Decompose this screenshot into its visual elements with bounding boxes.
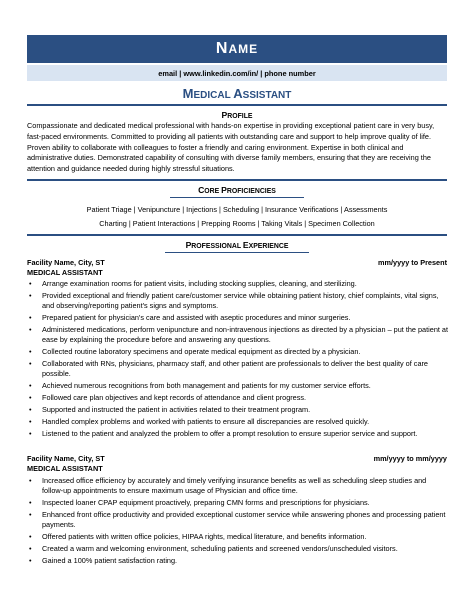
job-header [27, 258, 447, 277]
bullet-icon: • [29, 313, 32, 322]
name-rest: AME [228, 42, 259, 56]
list-item [27, 498, 449, 508]
list-item [27, 417, 449, 427]
bullet-text: Inspected loaner CPAP equipment proactively, preparing CMN forms and prescriptions for physicians. [42, 498, 370, 507]
bullet-icon: • [29, 393, 32, 402]
job-bullets [27, 476, 449, 568]
profile-text: Compassionate and dedicated medical professional with hands-on expertise in providing exceptional patient care in very busy, fast-paced environments. Committed to providing all patients with outstanding care and support to help improve quality of life. Proven ability to collaborate with colleagues to foster a friendly and caring environment. Expertise in both clinical and administrative duties. Demonstrated capability of consulting with diverse family members, ensuring that they are receiving the attention and guidance needed during highly stressful situations. [27, 121, 435, 174]
heading-underline [170, 197, 304, 198]
bullet-icon: • [29, 544, 32, 553]
bullet-icon: • [29, 556, 32, 565]
bullet-text: Followed care plan objectives and kept records of attendance and client progress. [42, 393, 307, 402]
bullet-text: Collected routine laboratory specimens and operate medical equipment as directed by a physician. [42, 347, 361, 356]
name-banner [27, 35, 447, 63]
title-cap: M [182, 86, 194, 101]
list-item [27, 325, 449, 345]
job-title: MEDICAL ASSISTANT [27, 463, 103, 473]
list-item [27, 405, 449, 415]
heading-cap: E [242, 240, 249, 250]
bullet-icon: • [29, 476, 32, 485]
contact-line: email | www.linkedin.com/in/ | phone number [27, 65, 447, 81]
bullet-text: Prepared patient for physician's care and assisted with aseptic procedures and minor surgeries. [42, 313, 351, 322]
bullet-text: Enhanced front office productivity and provided exceptional customer service while answering phones and processing patient payments. [42, 510, 446, 529]
divider [27, 104, 447, 106]
bullet-text: Supported and instructed the patient in activities related to their treatment program. [42, 405, 311, 414]
job-dates: mm/yyyy to mm/yyyy [373, 454, 447, 463]
bullet-icon: • [29, 510, 32, 519]
bullet-text: Achieved numerous recognitions from both management and patients for my customer service efforts. [42, 381, 371, 390]
page-title [0, 86, 474, 101]
bullet-icon: • [29, 381, 32, 390]
bullet-icon: • [29, 498, 32, 507]
list-item [27, 476, 449, 496]
list-item [27, 393, 449, 403]
heading-cap: P [221, 185, 227, 195]
bullet-icon: • [29, 532, 32, 541]
divider [27, 234, 447, 236]
facility-name: Facility Name, City, ST [27, 258, 105, 267]
title-smallcaps: EDICAL [193, 90, 234, 101]
list-item [27, 544, 449, 554]
skills-line-1: Patient Triage | Venipuncture | Injections | Scheduling | Insurance Verifications | Assessments [86, 205, 388, 214]
list-item [27, 359, 449, 379]
list-item [27, 556, 449, 566]
bullet-icon: • [29, 405, 32, 414]
heading-cap: P [185, 240, 192, 250]
heading-smallcaps: XPERIENCE [248, 243, 289, 250]
list-item [27, 429, 449, 439]
bullet-text: Listened to the patient and analyzed the problem to offer a prompt resolution to ensure superior service and support. [42, 429, 418, 438]
proficiencies-heading [0, 185, 474, 195]
list-item [27, 510, 449, 530]
job-header [27, 454, 447, 473]
bullet-text: Offered patients with written office policies, HIPAA rights, medical literature, and benefits information. [42, 532, 367, 541]
skills-line-2: Charting | Patient Interactions | Prepping Rooms | Taking Vitals | Specimen Collection [99, 219, 375, 228]
bullet-icon: • [29, 347, 32, 356]
heading-cap: C [198, 185, 205, 195]
facility-name: Facility Name, City, ST [27, 454, 105, 463]
divider [27, 179, 447, 181]
bullet-icon: • [29, 417, 32, 426]
job-bullets [27, 279, 449, 441]
heading-underline [165, 252, 309, 253]
list-item [27, 532, 449, 542]
list-item [27, 347, 449, 357]
heading-cap: P [221, 110, 228, 120]
bullet-text: Created a warm and welcoming environment, scheduling patients and screened vendors/unscheduled visitors. [42, 544, 398, 553]
name-initial: N [215, 40, 229, 57]
bullet-text: Collaborated with RNs, physicians, pharmacy staff, and other patient are professionals to deliver the best quality of care possible. [42, 359, 428, 378]
profile-heading [0, 110, 474, 120]
list-item [27, 291, 449, 311]
list-item [27, 279, 449, 289]
bullet-text: Handled complex problems and worked with patients to ensure all discrepancies are resolved quickly. [42, 417, 370, 426]
list-item [27, 313, 449, 323]
bullet-icon: • [29, 325, 32, 334]
job-title: MEDICAL ASSISTANT [27, 267, 103, 277]
heading-smallcaps: ORE [204, 188, 222, 195]
bullet-icon: • [29, 429, 32, 438]
bullet-text: Administered medications, perform venipuncture and non-intravenous injections as directed by a physician – put the patient at ease by explaining the procedure before and answering any questions. [42, 325, 449, 344]
title-cap: A [233, 86, 243, 101]
bullet-text: Gained a 100% patient satisfaction rating. [42, 556, 178, 565]
job-dates: mm/yyyy to Present [378, 258, 447, 267]
list-item [27, 381, 449, 391]
bullet-icon: • [29, 291, 32, 300]
heading-smallcaps: ROFESSIONAL [191, 243, 243, 250]
bullet-text: Increased office efficiency by accurately and timely verifying insurance benefits as well as scheduling sleep studies and follow-up appointments to ensure maximum usage of Physician and office time. [42, 476, 427, 495]
heading-smallcaps: ROFICIENCIES [226, 188, 276, 195]
bullet-icon: • [29, 359, 32, 368]
title-smallcaps: SSISTANT [242, 90, 292, 101]
experience-heading [0, 240, 474, 250]
heading-smallcaps: ROFILE [227, 113, 253, 120]
bullet-text: Provided exceptional and friendly patient care/customer service while obtaining patient history, chief complaints, vital signs, and observing/reporting patient's signs and symptoms. [42, 291, 439, 310]
bullet-icon: • [29, 279, 32, 288]
bullet-text: Arrange examination rooms for patient visits, including stocking supplies, cleaning, and sterilizing. [42, 279, 357, 288]
